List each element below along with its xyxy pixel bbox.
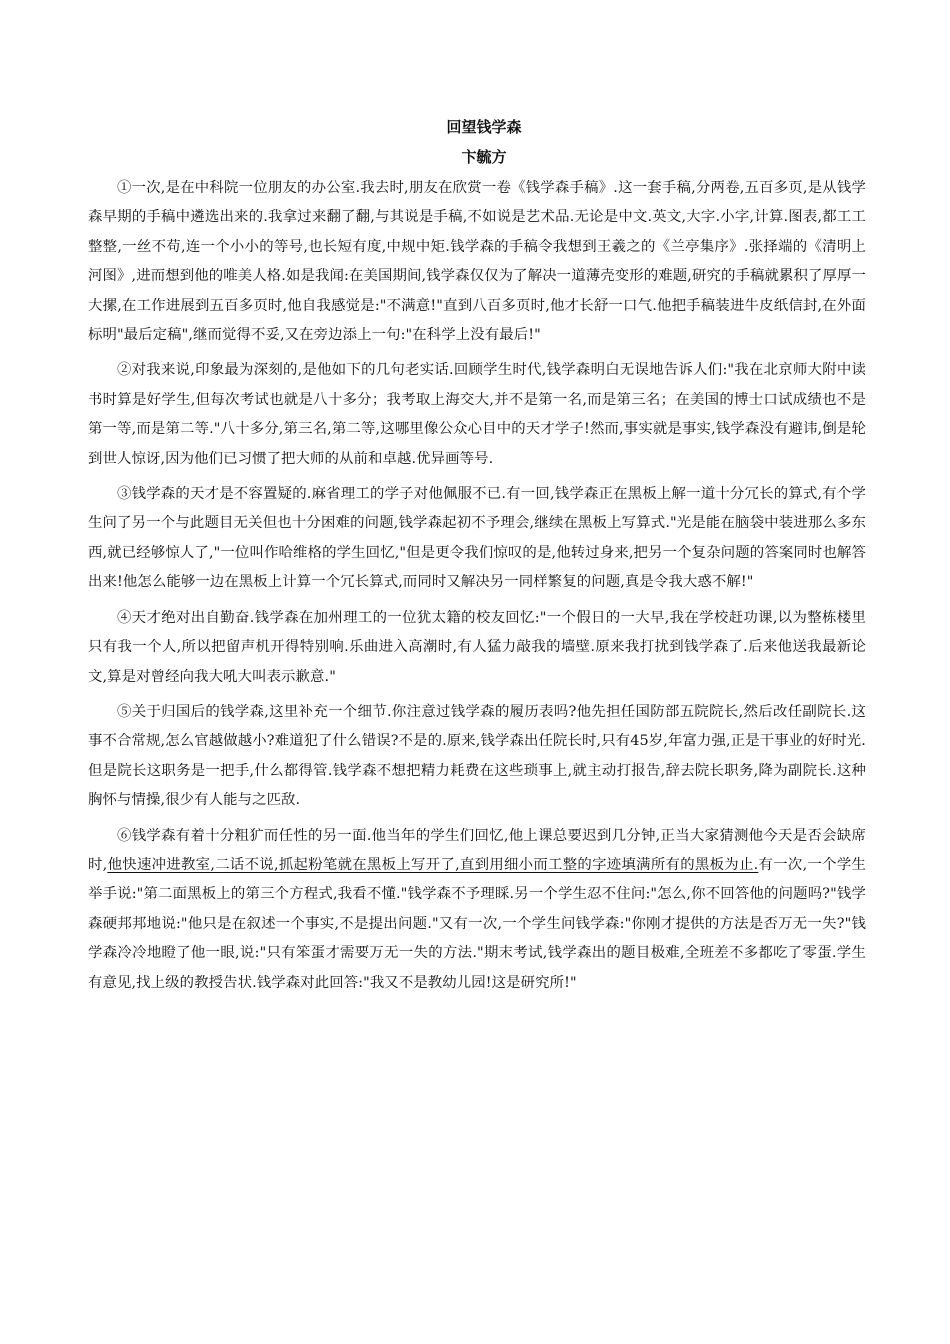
paragraph-2: ②对我来说,印象最为深刻的,是他如下的几句老实话.回顾学生时代,钱学森明白无误地告诉人们:"我在北京师大附中读书时算是好学生,但每次考试也就是八十多分；我考取上海交大,并不是第一名,而是第三名；在美国的博士口试成绩也不是第一等,而是第二等."八十多分,第三名,第二等,这哪里像公众心目中的天才学子!然而,事实就是事实,钱学森没有避讳,倒是轮到世人惊讶,因为他们已习惯了把大师的从前和卓越.优异画等号. <box>88 362 866 467</box>
article-author: 卞毓方 <box>461 148 507 166</box>
article-title: 回望钱学森 <box>446 118 522 136</box>
paragraph-6-before: ⑥钱学森有着十分粗犷而任性的另一面.他当年的学生们回忆,他上课总要迟到几分钟,正当大家猜测他今天是否会缺席时, <box>88 827 866 873</box>
paragraph-4: ④天才绝对出自勤奋.钱学森在加州理工的一位犹太籍的校友回忆:"一个假日的一大早,我在学校赶功课,以为整栋楼里只有我一个人,所以把留声机开得特别响.乐曲进入高潮时,有人猛力敲我的墙壁.原来我打扰到钱学森了.后来他送我最新论文,算是对曾经向我大吼大叫表示歉意." <box>88 609 866 685</box>
underlined-sentence: 他快速冲进教室,二话不说,抓起粉笔就在黑板上写开了,直到用细小而工整的字迹填满所有的黑板为止. <box>107 856 759 873</box>
paragraph-6 <box>88 822 866 998</box>
paragraph-6-after: 有一次,一个学生举手说:"第二面黑板上的第三个方程式,我看不懂."钱学森不予理睬.另一个学生忍不住问:"怎么,你不回答他的问题吗?"钱学森硬邦邦地说:"他只是在叙述一个事实,不是提出问题."又有一次,一个学生问钱学森:"你刚才提供的方法是否万无一失?"钱学森冷冷地瞪了他一眼,说:"只有笨蛋才需要万无一失的方法."期末考试,钱学森出的题目极难,全班差不多都吃了零蛋.学生有意见,找上级的教授告状.钱学森对此回答:"我又不是教幼儿园!这是研究所!" <box>88 856 866 991</box>
paragraph-5: ⑤关于归国后的钱学森,这里补充一个细节.你注意过钱学森的履历表吗?他先担任国防部五院院长,然后改任副院长.这事不合常规,怎么官越做越小?难道犯了什么错误?不是的.原来,钱学森出任院长时,只有45岁,年富力强,正是干事业的好时光.但是院长这职务是一把手,什么都得管.钱学森不想把精力耗费在这些琐事上,就主动打报告,辞去院长职务,降为副院长.这种胸怀与情操,很少有人能与之匹敌. <box>88 703 866 809</box>
document-page <box>88 112 866 1004</box>
paragraph-1: ①一次,是在中科院一位朋友的办公室.我去时,朋友在欣赏一卷《钱学森手稿》.这一套手稿,分两卷,五百多页,是从钱学森早期的手稿中遴选出来的.我拿过来翻了翻,与其说是手稿,不如说是艺术品.无论是中文.英文,大字.小字,计算.图表,都工工整整,一丝不苟,连一个小小的等号,也长短有度,中规中矩.钱学森的手稿令我想到王羲之的《兰亭集序》.张择端的《清明上河图》,进而想到他的唯美人格.如是我闻:在美国期间,钱学森仅仅为了解决一道薄壳变形的难题,研究的手稿就累积了厚厚一大摞,在工作进展到五百多页时,他自我感觉是:"不满意!"直到八百多页时,他才长舒一口气.他把手稿装进牛皮纸信封,在外面标明"最后定稿",继而觉得不妥,又在旁边添上一句:"在科学上没有最后!" <box>88 180 866 344</box>
paragraph-3: ③钱学森的天才是不容置疑的.麻省理工的学子对他佩服不已.有一回,钱学森正在黑板上解一道十分冗长的算式,有个学生问了另一个与此题目无关但也十分困难的问题,钱学森起初不予理会,继续在黑板上写算式."光是能在脑袋中装进那么多东西,就已经够惊人了,"一位叫作哈维格的学生回忆,"但是更令我们惊叹的是,他转过身来,把另一个复杂问题的答案同时也解答出来!他怎么能够一边在黑板上计算一个冗长算式,而同时又解决另一同样繁复的问题,真是令我大惑不解!" <box>88 486 866 591</box>
